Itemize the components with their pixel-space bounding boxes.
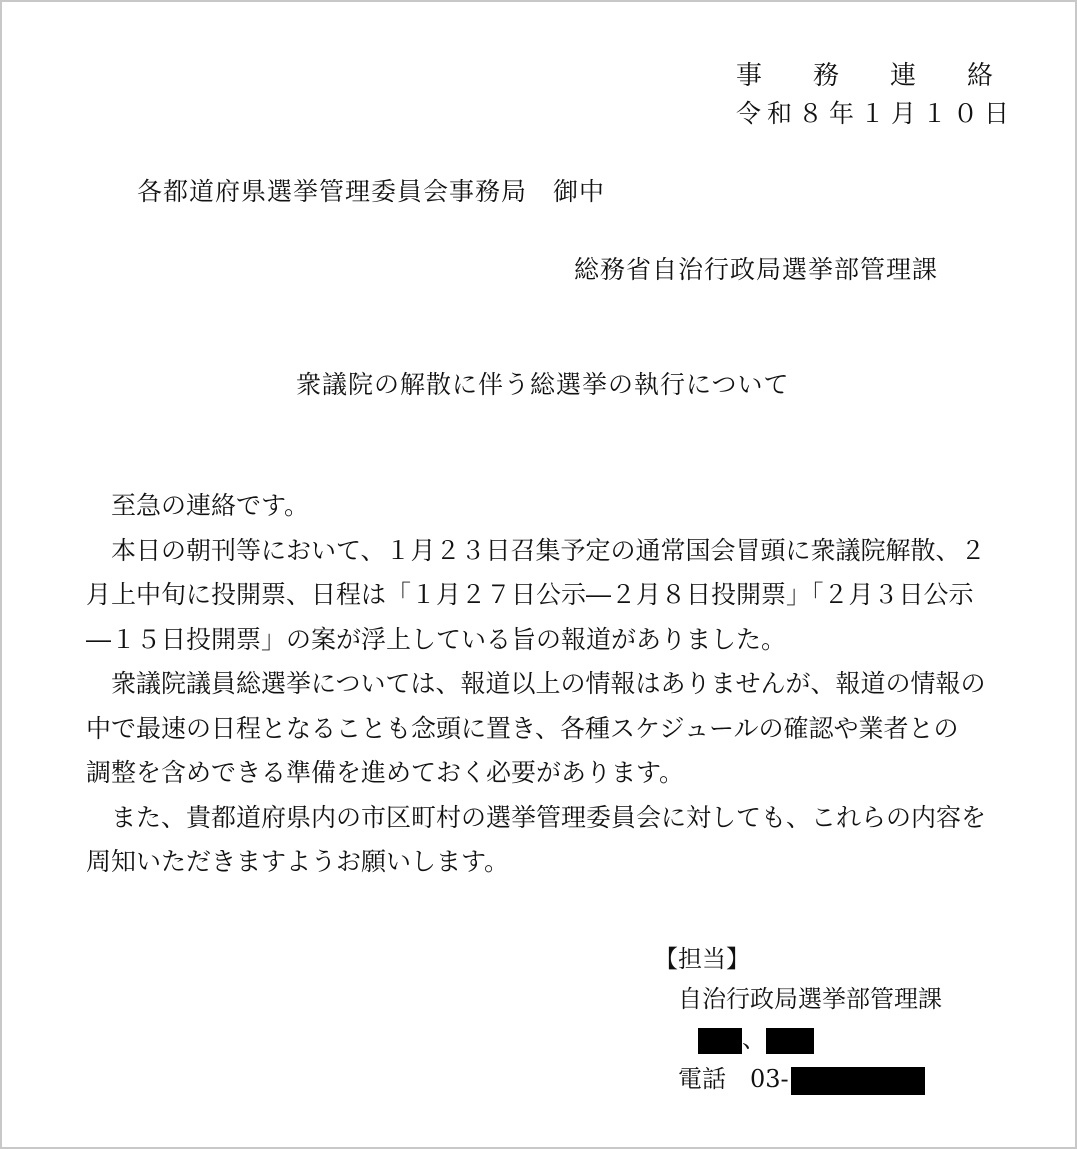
redaction-bar [791, 1067, 925, 1095]
document-type-char: 連 [889, 61, 917, 91]
body-line: 周知いただきますようお願いします。 [86, 847, 510, 876]
redaction-bar [766, 1028, 814, 1054]
contact-names [654, 1019, 942, 1059]
body-line: 衆議院議員総選挙については、報道以上の情報はありませんが、報道の情報の [86, 669, 986, 698]
redaction-bar [698, 1028, 742, 1054]
body-line: また、貴都道府県内の市区町村の選挙管理委員会に対しても、これらの内容を [86, 802, 987, 832]
body-line: 至急の連絡です。 [86, 491, 310, 520]
document-type-char: 事 [736, 61, 764, 91]
document-type-char: 務 [812, 61, 840, 91]
contact-block [654, 939, 942, 1099]
phone-prefix: 03- [750, 1065, 789, 1093]
document-type [736, 61, 994, 91]
sender: 総務省自治行政局選挙部管理課 [574, 255, 939, 284]
document-subject: 衆議院の解散に伴う総選挙の執行について [296, 370, 790, 399]
name-separator: 、 [742, 1025, 766, 1053]
contact-department: 自治行政局選挙部管理課 [654, 985, 942, 1013]
body-line: 調整を含めできる準備を進めておく必要があります。 [86, 758, 685, 787]
body-line: ―１５日投開票」の案が浮上している旨の報道がありました。 [86, 624, 787, 654]
phone-label: 電話 [654, 1065, 750, 1093]
document-type-char: 絡 [966, 61, 994, 91]
recipient: 各都道府県選挙管理委員会事務局 御中 [137, 177, 606, 206]
contact-heading: 【担当】 [654, 945, 750, 973]
document-date: 令和８年１月１０日 [736, 99, 1016, 128]
contact-phone [654, 1059, 942, 1099]
body-line: 本日の朝刊等において、１月２３日召集予定の通常国会冒頭に衆議院解散、２ [86, 535, 986, 565]
body-line: 中で最速の日程となることも念頭に置き、各種スケジュールの確認や業者との [86, 713, 959, 743]
body-line: 月上中旬に投開票、日程は「１月２７日公示―２月８日投開票」「２月３日公示 [86, 580, 974, 609]
document-body [86, 484, 996, 885]
